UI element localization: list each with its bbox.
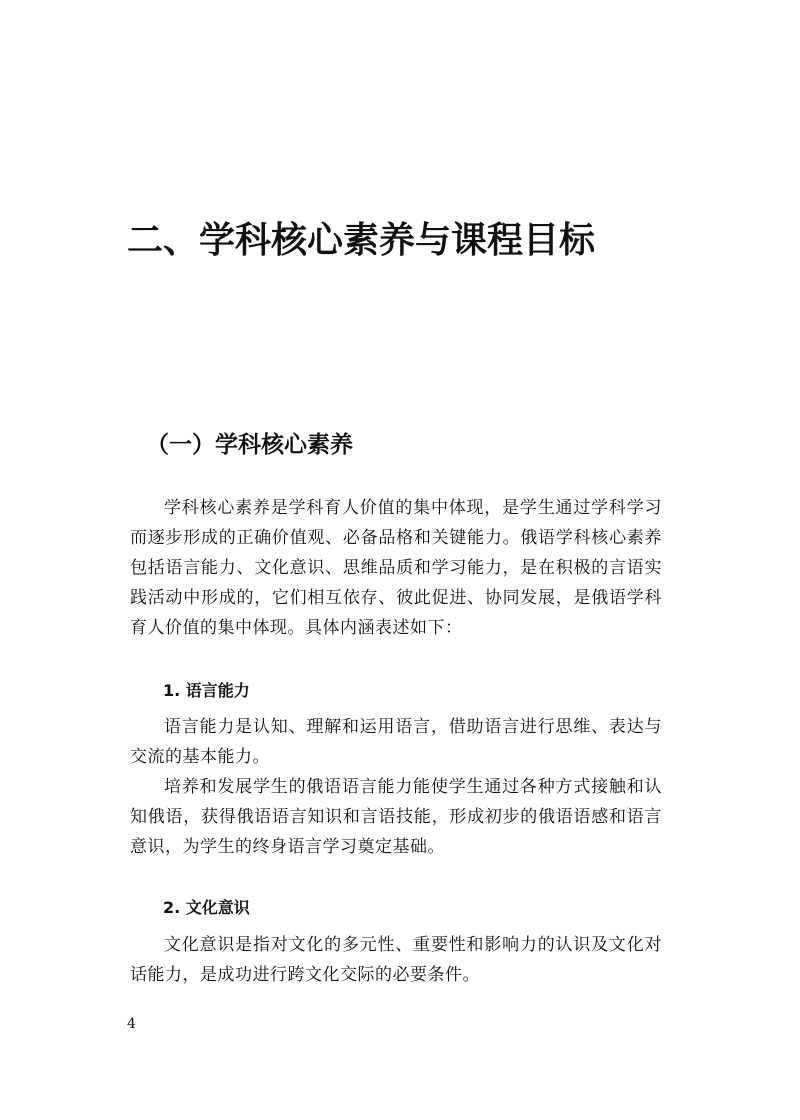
section-heading: （一）学科核心素养 [146,432,353,458]
page-number: 4 [127,1016,136,1032]
intro-paragraph: 学科核心素养是学科育人价值的集中体现，是学生通过学科学习而逐步形成的正确价值观、必备品格和关键能力。俄语学科核心素养包括语言能力、文化意识、思维品质和学习能力，是在积极的言语实践活动中形成的，它们相互依存、彼此促进、协同发展，是俄语学科育人价值的集中体现。具体内涵表述如下： [130,498,662,638]
paragraph-culture-definition: 文化意识是指对文化的多元性、重要性和影响力的认识及文化对话能力，是成功进行跨文化交际的必要条件。 [130,935,662,985]
paragraph-language-development: 培养和发展学生的俄语语言能力能使学生通过各种方式接触和认知俄语，获得俄语语言知识和言语技能，形成初步的俄语语感和语言意识，为学生的终身语言学习奠定基础。 [130,777,662,857]
paragraph-language-definition: 语言能力是认知、理解和运用语言，借助语言进行思维、表达与交流的基本能力。 [130,717,662,767]
subsection-heading-cultural-awareness: 2. 文化意识 [163,898,250,917]
chapter-title: 二、学科核心素养与课程目标 [127,220,596,261]
subsection-heading-language-ability: 1. 语言能力 [163,681,250,700]
